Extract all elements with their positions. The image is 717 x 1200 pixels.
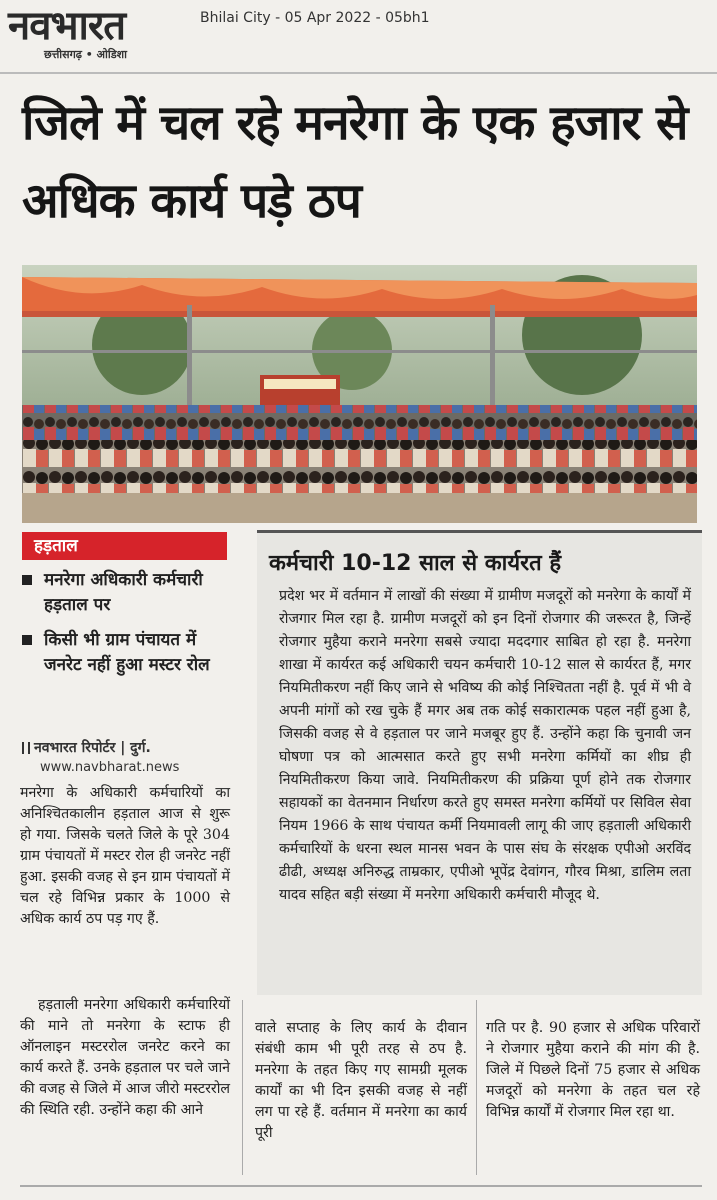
bullet-item (22, 568, 237, 618)
edition-info: Bhilai City - 05 Apr 2022 - 05bh1 (200, 10, 430, 26)
square-bullet-icon (22, 575, 32, 585)
bullet-text: मनरेगा अधिकारी कर्मचारी हड़ताल पर (44, 570, 203, 615)
bullet-item (22, 628, 237, 678)
box-title: कर्मचारी 10-12 साल से कार्यरत हैं (269, 551, 562, 576)
logo-subtitle: छत्तीसगढ़ • ओडिशा (44, 48, 127, 61)
newspaper-logo (8, 4, 188, 62)
website-url: www.navbharat.news (40, 760, 180, 775)
logo-text: नवभारत (8, 3, 126, 49)
news-photo (22, 265, 697, 523)
headline: जिले में चल रहे मनरेगा के एक हजार से अधिक कार्य पड़े ठप (22, 95, 688, 229)
article-column-3: गति पर है. 90 हजार से अधिक परिवारों ने रोजगार मुहैया कराने की मांग की है. जिले में पिछले दिनों 75 हजार से अधिक मजदूरों को मनरेगा के तहत चल रहे विभिन्न कार्यों में रोजगार मिल रहा था. (486, 1020, 700, 1120)
section-tag (22, 532, 227, 560)
masthead (0, 0, 717, 72)
bullet-text: किसी भी ग्राम पंचायत में जनरेट नहीं हुआ मस्टर रोल (44, 630, 210, 675)
article-column-1-para-1: मनरेगा के अधिकारी कर्मचारियों का अनिश्चितकालीन हड़ताल आज से शुरू हो गया. जिसके चलते जिले के पूरे 304 ग्राम पंचायतों में मस्टर रोल ही जनरेट नहीं हुआ. इसकी वजह से इन ग्राम पंचायतों में चल रहे विभिन्न प्रकार के 1000 से अधिक कार्य ठप पड़ गए हैं. (20, 785, 230, 927)
section-tag-label: हड़ताल (34, 536, 78, 556)
reporter-byline (22, 738, 232, 757)
bottom-rule (20, 1185, 702, 1187)
protest-photo-illustration (22, 265, 697, 523)
column-divider (242, 1000, 243, 1175)
sidebar-box (257, 530, 702, 995)
column-divider (476, 1000, 477, 1175)
article-column-1-para-2: हड़ताली मनरेगा अधिकारी कर्मचारियों की माने तो मनरेगा के स्टाफ ही ऑनलाइन मस्टररोल जनरेट करने का कार्य करते हैं. उनके हड़ताल पर चले जाने की वजह से जिले में आज जीरो मस्टररोल की स्थिति रही. उन्होंने कहा की आने (20, 997, 230, 1118)
box-text: प्रदेश भर में वर्तमान में लाखों की संख्या में ग्रामीण मजदूरों को मनरेगा के कार्यों में रोजगार मिल रहा है. ग्रामीण मजदूरों को इन दिनों रोजगार की जरूरत है, जिन्हें रोजगार मुहैया कराने मनरेगा सबसे ज्यादा मददगार साबित हो रहा है. मनरेगा शाखा में कार्यरत कई अधिकारी चयन कर्मचारी 10-12 साल से कार्यरत हैं, मगर नियमितीकरण नहीं किए जाने से भविष्य की कोई निश्चितता नहीं है. पूर्व में भी वे अपनी मांगों को रख चुके हैं मगर अब तक कोई सकारात्मक पहल नहीं हुआ है, जिसकी वजह से वे हड़ताल पर जाने मजबूर हुए हैं. उन्होंने कहा कि चुनावी जन घोषणा पत्र को आत्मसात करते हुए सभी मनरेगा कर्मियों का शीघ्र ही नियमितीकरण किया जावे. नियमितीकरण की प्रक्रिया पूर्ण होने तक रोजगार सहायकों का वेतनमान निर्धारण करते हुए समस्त मनरेगा कर्मियों पर सिविल सेवा नियम 1966 के साथ पंचायत कर्मी नियमावली लागू की जाए हड़ताली अधिकारी कर्मचारियों के धरना स्थल मानस भवन के पास संघ के संरक्षक एपीओ अरविंद ढीढी, अध्यक्ष अनिरुद्ध ताम्रकार, एपीओ भूपेंद्र देवांगन, गौरव मिश्रा, डालिम लता यादव सहित बड़ी संख्या में मनरेगा अधिकारी कर्मचारी मौजूद थे. (279, 588, 691, 903)
article-column-2: वाले सप्ताह के लिए कार्य के दीवान संबंधी काम भी पूरी तरह से ठप है. मनरेगा के तहत किए गए सामग्री मूलक कार्यों का भी दिन इसकी वजह से नहीं लग पा रहे हैं. वर्तमान में मनरेगा का कार्य पूरी (255, 1020, 467, 1141)
top-rule (0, 72, 717, 74)
byline-bars-icon (22, 742, 30, 754)
highlight-bullets (22, 568, 237, 688)
square-bullet-icon (22, 635, 32, 645)
reporter-name: नवभारत रिपोर्टर | दुर्ग. (34, 740, 151, 756)
